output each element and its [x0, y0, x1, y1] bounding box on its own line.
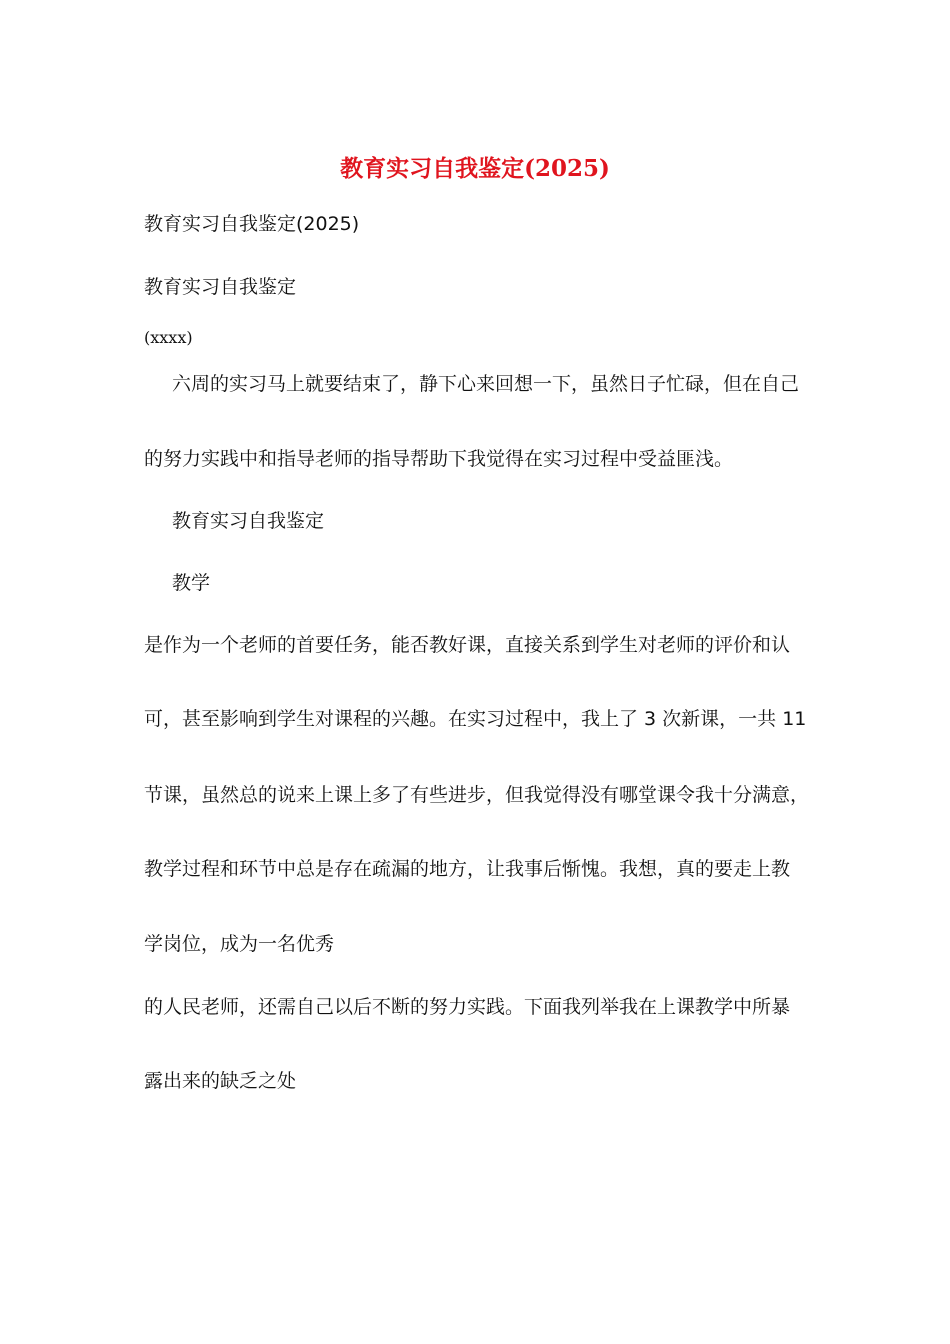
paragraph-line: 露出来的缺乏之处: [144, 1070, 297, 1092]
paragraph-line: 节课，虽然总的说来上课上多了有些进步，但我觉得没有哪堂课令我十分满意，: [144, 784, 810, 806]
paragraph-line: 的努力实践中和指导老师的指导帮助下我觉得在实习过程中受益匪浅。: [144, 448, 734, 470]
paragraph-line: 六周的实习马上就要结束了，静下心来回想一下，虽然日子忙碌，但在自己: [172, 373, 800, 395]
paragraph-line: 教学过程和环节中总是存在疏漏的地方，让我事后惭愧。我想，真的要走上教: [144, 858, 791, 880]
paragraph-line: 可，甚至影响到学生对课程的兴趣。在实习过程中，我上了 3 次新课，一共 11: [144, 708, 807, 730]
document-subtitle: 教育实习自我鉴定(2025): [144, 213, 360, 235]
document-title: 教育实习自我鉴定(2025): [340, 155, 610, 182]
paragraph-line: 学岗位，成为一名优秀: [144, 933, 335, 955]
paragraph-line: 的人民老师，还需自己以后不断的努力实践。下面我列举我在上课教学中所暴: [144, 996, 791, 1018]
paragraph-line: 教学: [172, 572, 211, 594]
paragraph-line: 教育实习自我鉴定: [172, 510, 325, 532]
paragraph-line: 是作为一个老师的首要任务，能否教好课，直接关系到学生对老师的评价和认: [144, 634, 791, 656]
placeholder-text: (xxxx): [144, 328, 193, 347]
section-heading: 教育实习自我鉴定: [144, 276, 297, 298]
